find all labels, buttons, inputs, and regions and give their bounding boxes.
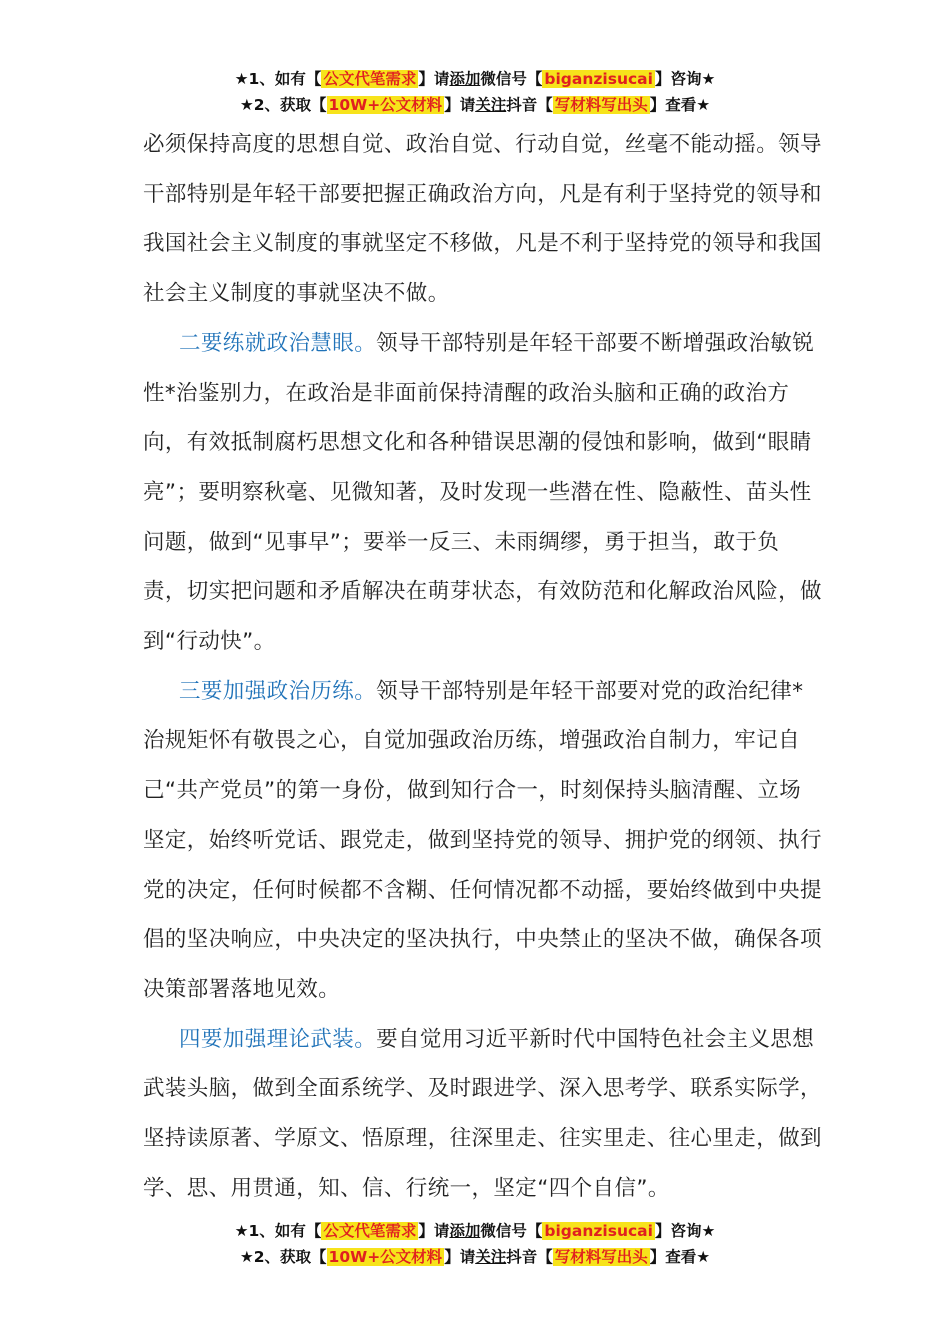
paragraph-1 bbox=[143, 120, 823, 319]
banner-line-2 bbox=[0, 1244, 950, 1270]
paragraph-3 bbox=[143, 667, 823, 1015]
banner-underlined-text: 关注 bbox=[475, 96, 507, 114]
banner-text: 】咨询★ bbox=[654, 70, 716, 88]
paragraph-2 bbox=[143, 319, 823, 667]
banner-underlined-text: 添加 bbox=[449, 70, 481, 88]
banner-line-1 bbox=[0, 66, 950, 92]
banner-text: 】请 bbox=[418, 1222, 450, 1240]
banner-highlight: 10W+公文材料 bbox=[328, 96, 443, 114]
footer-banner bbox=[0, 1218, 950, 1270]
banner-text: 微信号【 bbox=[480, 1222, 543, 1240]
banner-text: 】咨询★ bbox=[654, 1222, 716, 1240]
paragraph-text: 要自觉用习近平新时代中国特色社会主义思想武装头脑，做到全面系统学、及时跟进学、深入思考学、联系实际学，坚持读原著、学原文、悟原理，往深里走、往实里走、往心里走，做到学、思、用贯通，知、信、行统一，坚定“四个自信”。 bbox=[143, 1026, 822, 1201]
banner-highlight: 写材料写出头 bbox=[554, 96, 648, 114]
banner-highlight: biganzisucai bbox=[544, 1222, 653, 1240]
paragraph-text: 领导干部特别是年轻干部要对党的政治纪律*治规矩怀有敬畏之心，自觉加强政治历练，增强政治自制力，牢记自己“共产党员”的第一身份，做到知行合一，时刻保持头脑清醒、立场坚定，始终听党话、跟党走，做到坚持党的领导、拥护党的纲领、执行党的决定，任何时候都不含糊、任何情况都不动摇，要始终做到中央提倡的坚决响应，中央决定的坚决执行，中央禁止的坚决不做，确保各项决策部署落地见效。 bbox=[143, 678, 822, 1002]
banner-text: ★2、获取【 bbox=[239, 96, 327, 114]
paragraph-heading: 四要加强理论武装。 bbox=[179, 1026, 377, 1052]
banner-text: 】查看★ bbox=[649, 1248, 711, 1266]
banner-highlight: 公文代笔需求 bbox=[323, 70, 417, 88]
banner-text: 微信号【 bbox=[480, 70, 543, 88]
banner-highlight: biganzisucai bbox=[544, 70, 653, 88]
banner-text: 】查看★ bbox=[649, 96, 711, 114]
banner-text: 】请 bbox=[444, 1248, 476, 1266]
banner-text: 抖音【 bbox=[506, 96, 553, 114]
banner-text: ★1、如有【 bbox=[234, 70, 322, 88]
paragraph-heading: 三要加强政治历练。 bbox=[179, 678, 377, 704]
banner-line-2 bbox=[0, 92, 950, 118]
banner-highlight: 10W+公文材料 bbox=[328, 1248, 443, 1266]
banner-highlight: 公文代笔需求 bbox=[323, 1222, 417, 1240]
paragraph-text: 必须保持高度的思想自觉、政治自觉、行动自觉，丝毫不能动摇。领导干部特别是年轻干部要把握正确政治方向，凡是有利于坚持党的领导和我国社会主义制度的事就坚定不移做，凡是不利于坚持党的领导和我国社会主义制度的事就坚决不做。 bbox=[143, 132, 822, 307]
banner-highlight: 写材料写出头 bbox=[554, 1248, 648, 1266]
banner-text: 】请 bbox=[418, 70, 450, 88]
banner-text: ★2、获取【 bbox=[239, 1248, 327, 1266]
banner-text: 抖音【 bbox=[506, 1248, 553, 1266]
paragraph-text: 领导干部特别是年轻干部要不断增强政治敏锐性*治鉴别力，在政治是非面前保持清醒的政治头脑和正确的政治方向，有效抵制腐朽思想文化和各种错误思潮的侵蚀和影响，做到“眼睛亮”；要明察秋毫、见微知著，及时发现一些潜在性、隐蔽性、苗头性问题，做到“见事早”；要举一反三、未雨绸缪，勇于担当，敢于负责，切实把问题和矛盾解决在萌芽状态，有效防范和化解政治风险，做到“行动快”。 bbox=[143, 330, 822, 655]
banner-text: ★1、如有【 bbox=[234, 1222, 322, 1240]
paragraph-4 bbox=[143, 1015, 823, 1214]
banner-underlined-text: 添加 bbox=[449, 1222, 481, 1240]
header-banner bbox=[0, 66, 950, 118]
banner-line-1 bbox=[0, 1218, 950, 1244]
banner-underlined-text: 关注 bbox=[475, 1248, 507, 1266]
paragraph-heading: 二要练就政治慧眼。 bbox=[179, 330, 377, 356]
banner-text: 】请 bbox=[444, 96, 476, 114]
document-body bbox=[143, 120, 823, 1213]
